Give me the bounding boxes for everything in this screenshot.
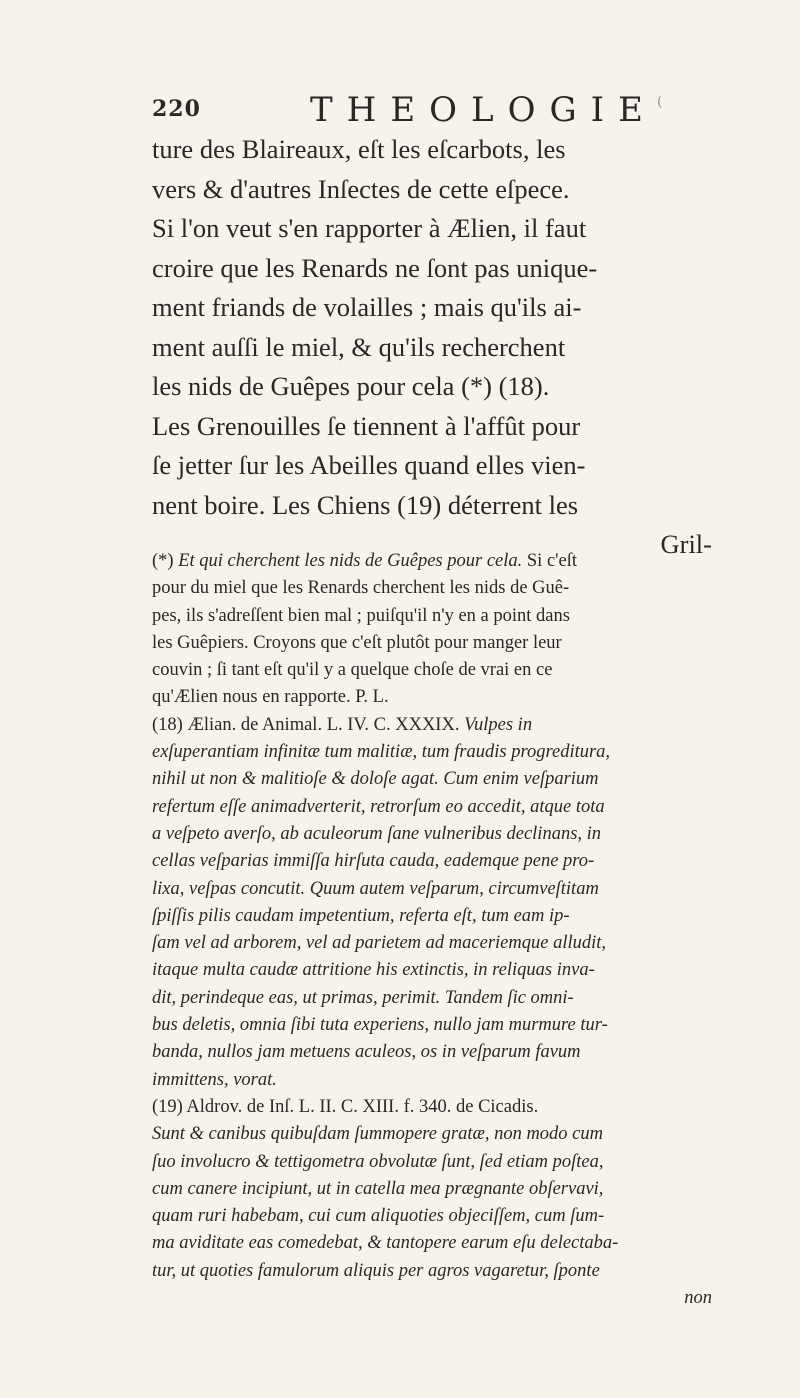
footnote-quote: Vulpes in [464, 714, 533, 735]
footnote-line: bus deletis, omnia ſibi tuta experiens, nullo jam murmure tur- [152, 1015, 608, 1036]
footnotes [152, 548, 712, 1312]
footnote-line: qu'Ælien nous en rapporte. P. L. [152, 687, 389, 708]
footnote-line: cum canere incipiunt, ut in catella mea prægnante obſervavi, [152, 1178, 604, 1199]
footnote-text: Si c'eſt [526, 551, 577, 571]
footnote-line: ſpiſſis pilis caudam impetentium, referta eſt, tum eam ip- [152, 905, 570, 926]
catchword: non [684, 1288, 712, 1309]
footnote-marker: (*) [152, 551, 174, 571]
footnote-line: itaque multa caudæ attritione his extinctis, in reliquas inva- [152, 960, 595, 981]
footnote-line: exſuperantiam infinitæ tum malitiæ, tum fraudis progreditura, [152, 742, 611, 763]
main-line: croire que les Renards ne ſont pas unique- [152, 252, 598, 283]
main-line: ſe jetter ſur les Abeilles quand elles vien- [152, 450, 586, 480]
footnote-line: Sunt & canibus quibuſdam ſummopere gratæ, non modo cum [152, 1124, 604, 1145]
footnote-lemma: Et qui cherchent les nids de Guêpes pour cela. [178, 551, 523, 571]
footnote-ref: (18) Ælian. de Animal. L. IV. C. XXXIX. [152, 714, 460, 735]
footnote-line: cellas veſparias immiſſa hirſuta cauda, eademque pene pro- [152, 851, 595, 872]
main-line: ture des Blaireaux, eſt les eſcarbots, les [152, 134, 566, 164]
footnote-line: les Guêpiers. Croyons que c'eſt plutôt pour manger leur [152, 632, 562, 653]
main-text [152, 130, 712, 565]
footnote-line: pes, ils s'adreſſent bien mal ; puiſqu'il n'y en a point dans [152, 605, 570, 626]
page-header [152, 92, 712, 132]
main-line: les nids de Guêpes pour cela (*) (18). [152, 371, 550, 401]
footnote-19-ref: (19) Aldrov. de Inſ. L. II. C. XIII. f. 340. de Cicadis. [152, 1096, 539, 1117]
footnote-line: refertum eſſe animadverterit, retrorſum eo accedit, atque tota [152, 796, 605, 817]
footnote-line: immittens, vorat. [152, 1069, 277, 1090]
footnote-line: tur, ut quoties famulorum aliquis per agros vagaretur, ſponte [152, 1260, 600, 1281]
main-line: vers & d'autres Inſectes de cette eſpece. [152, 173, 570, 204]
footnote-18-first [152, 712, 712, 739]
footnote-line: ma aviditate eas comedebat, & tantopere earum eſu delectaba- [152, 1233, 619, 1254]
main-line: nent boire. Les Chiens (19) déterrent les [152, 489, 579, 520]
footnote-line: ſuo involucro & tettigometra obvolutæ ſunt, ſed etiam poſtea, [152, 1151, 604, 1172]
main-line-catch: Gril- [660, 529, 712, 559]
footnote-star-first [152, 548, 712, 575]
footnote-line: lixa, veſpas concutit. Quum autem veſparum, circumveſtitam [152, 878, 599, 899]
footnote-line: banda, nullos jam metuens aculeos, os in veſparum favum [152, 1042, 581, 1063]
footnote-line: a veſpeto averſo, ab aculeorum ſane vulneribus declinans, in [152, 823, 602, 844]
footnote-line: nihil ut non & malitioſe & doloſe agat. Cum enim veſparium [152, 769, 599, 790]
corner-mark: ( [657, 94, 663, 110]
footnote-line: pour du miel que les Renards cherchent les nids de Guê- [152, 578, 570, 599]
footnote-line: couvin ; ſi tant eſt qu'il y a quelque choſe de vrai en ce [152, 660, 553, 681]
main-line: Si l'on veut s'en rapporter à Ælien, il faut [152, 213, 587, 243]
main-line: ment friands de volailles ; mais qu'ils ai- [152, 292, 582, 322]
main-line: Les Grenouilles ſe tiennent à l'affût pour [152, 410, 581, 441]
footnote-line: dit, perindeque eas, ut primas, perimit. Tandem ſic omni- [152, 987, 574, 1008]
main-line: ment auſſi le miel, & qu'ils recherchent [152, 331, 566, 362]
running-title: THEOLOGIE [310, 90, 657, 130]
footnote-line: quam ruri habebam, cui cum aliquoties objeciſſem, cum ſum- [152, 1206, 605, 1227]
page-number: 220 [152, 96, 201, 122]
footnote-line: ſam vel ad arborem, vel ad parietem ad maceriemque alludit, [152, 933, 607, 954]
